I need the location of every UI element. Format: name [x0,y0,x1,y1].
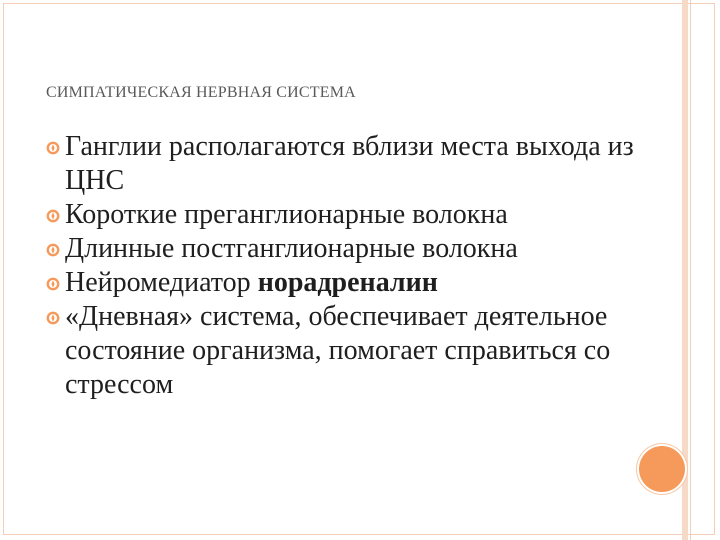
right-decorative-line [690,0,691,540]
list-item [46,266,666,300]
bullet-text: Длинные постганглионарные волокна [65,233,518,264]
bullet-text: Ганглии располагаются вблизи места выхода из ЦНС [65,131,634,196]
bullet-text-prefix: Нейромедиатор [65,267,258,298]
leaf-ring-bullet-icon [46,141,60,155]
bullet-emphasis: норадреналин [257,267,438,298]
list-item [46,130,666,198]
slide-title: СИМПАТИЧЕСКАЯ НЕРВНАЯ СИСТЕМА [46,84,356,101]
leaf-ring-bullet-icon [46,243,60,257]
list-item [46,232,666,266]
bullet-text: «Дневная» система, обеспечивает деятельное состояние организма, помогает справиться со стрессом [65,301,611,400]
list-item [46,198,666,232]
list-item [46,300,666,402]
leaf-ring-bullet-icon [46,209,60,223]
orange-circle-icon [639,446,685,492]
leaf-ring-bullet-icon [46,311,60,325]
bullet-list [46,130,666,402]
bullet-text: Короткие преганглионарные волокна [65,199,508,230]
leaf-ring-bullet-icon [46,277,60,291]
